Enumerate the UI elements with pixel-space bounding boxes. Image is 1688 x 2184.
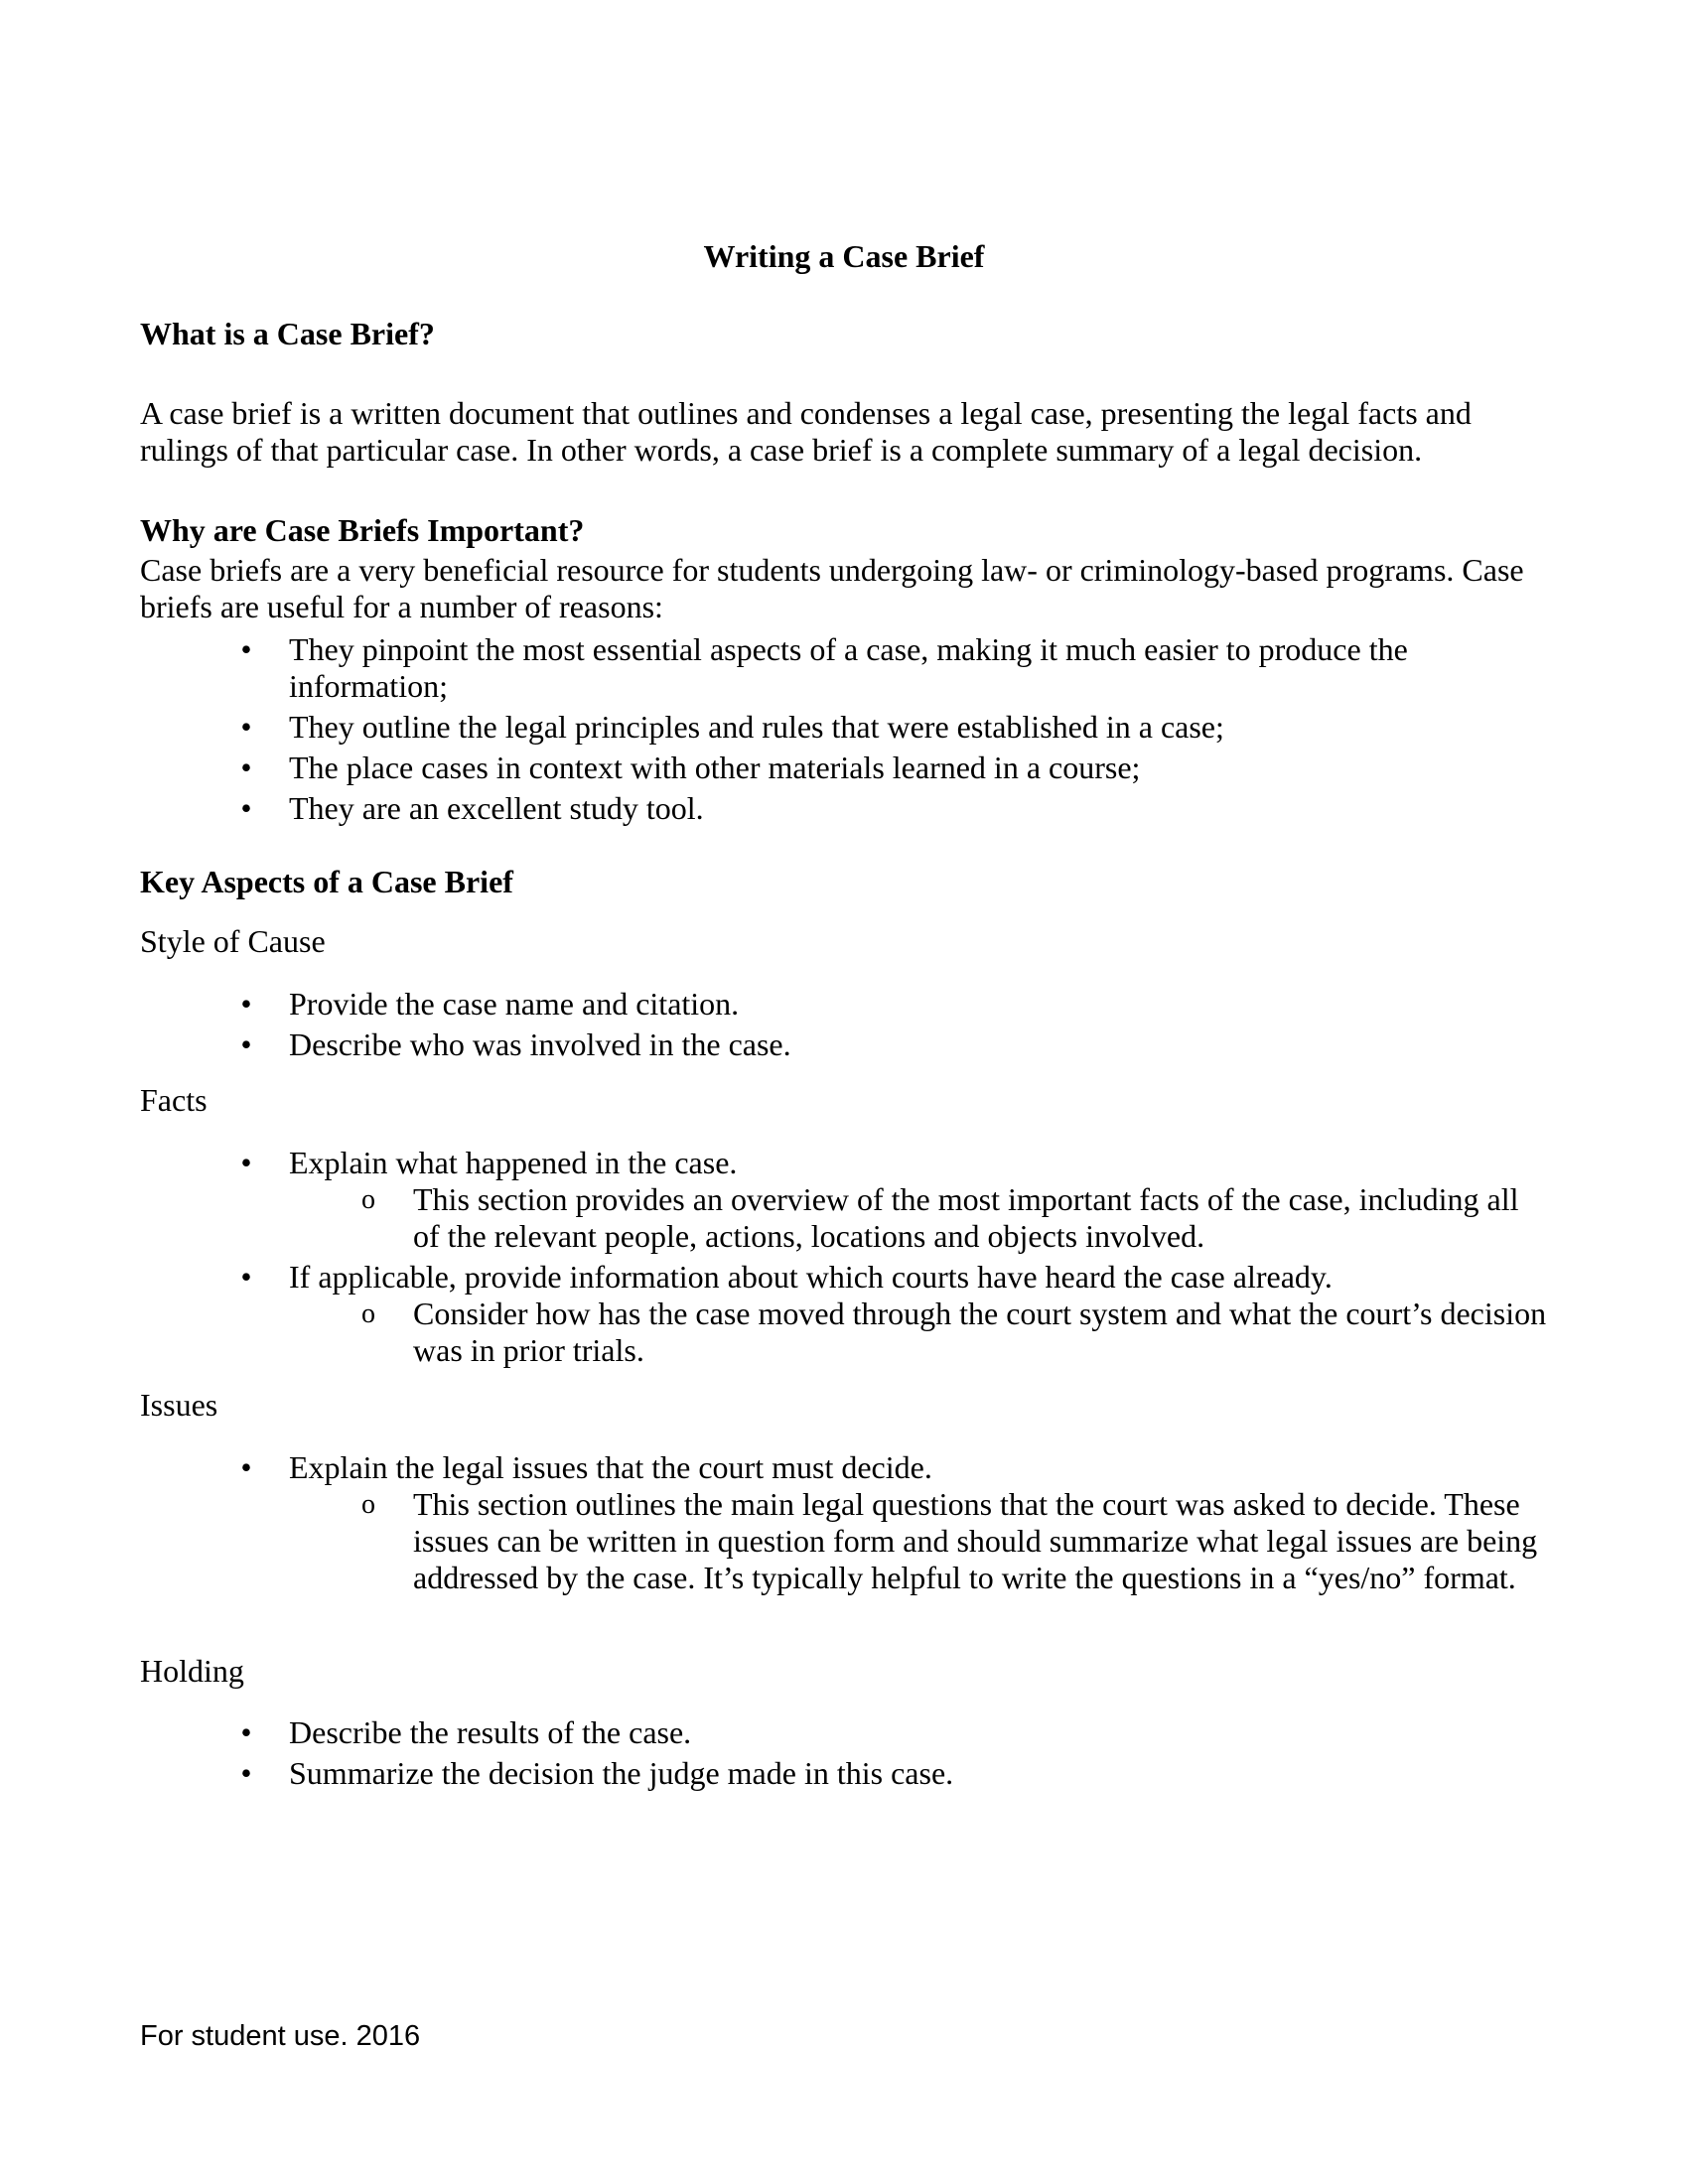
sub-bullet-icon: o [361,1184,375,1215]
sub-list-item [361,1486,1550,1596]
bullet-icon: • [240,790,252,826]
facts-sub-list [289,1181,1550,1255]
list-item-text: Summarize the decision the judge made in this case. [289,1755,954,1791]
label-holding: Holding [140,1653,244,1689]
list-item [140,709,1550,746]
bullet-icon: • [240,986,252,1022]
list-item [140,750,1550,786]
why-important-list [140,631,1550,831]
list-item-text: Explain the legal issues that the court must decide. [289,1449,932,1485]
paragraph-what-is-case-brief: A case brief is a written document that outlines and condenses a legal case, presenting the legal facts and rulings of that particular case. In other words, a case brief is a complete summary of a legal decision. [140,395,1472,468]
bullet-icon: • [240,1714,252,1750]
list-item [140,1755,1550,1792]
list-item-text: Explain what happened in the case. [289,1145,738,1180]
list-item [140,986,1550,1023]
list-item-text: Provide the case name and citation. [289,986,740,1022]
label-facts: Facts [140,1082,208,1118]
list-item [140,1449,1550,1596]
list-item-text: They pinpoint the most essential aspects of a case, making it much easier to produce the information; [289,631,1408,704]
list-item [140,790,1550,827]
list-item-text: Describe the results of the case. [289,1714,692,1750]
issues-list [140,1449,1550,1600]
document-title: Writing a Case Brief [703,238,985,274]
label-issues: Issues [140,1387,218,1423]
page-footer: For student use. 2016 [140,2020,421,2052]
sub-list-item-text: This section outlines the main legal questions that the court was asked to decide. These issues can be written in question form and should summarize what legal issues are being addressed by the case. It’s typically helpful to write the questions in a “yes/no” format. [413,1486,1538,1595]
list-item [140,1714,1550,1751]
facts-sub-list [289,1296,1550,1369]
heading-why-important: Why are Case Briefs Important? [140,512,585,548]
list-item-text: They outline the legal principles and rules that were established in a case; [289,709,1224,745]
bullet-icon: • [240,709,252,745]
sub-list-item-text: This section provides an overview of the most important facts of the case, including all of the relevant people, actions, locations and objects involved. [413,1181,1519,1254]
bullet-icon: • [240,1449,252,1485]
list-item [140,1026,1550,1063]
list-item-text: The place cases in context with other materials learned in a course; [289,750,1141,785]
sub-list-item-text: Consider how has the case moved through the court system and what the court’s decision was in prior trials. [413,1296,1547,1368]
bullet-icon: • [240,1145,252,1180]
heading-what-is-case-brief: What is a Case Brief? [140,316,435,351]
heading-key-aspects: Key Aspects of a Case Brief [140,864,513,899]
list-item-text: If applicable, provide information about which courts have heard the case already. [289,1259,1333,1295]
bullet-icon: • [240,750,252,785]
list-item-text: Describe who was involved in the case. [289,1026,791,1062]
sub-bullet-icon: o [361,1489,375,1520]
bullet-icon: • [240,1259,252,1295]
list-item-text: They are an excellent study tool. [289,790,704,826]
facts-list [140,1145,1550,1373]
bullet-icon: • [240,1755,252,1791]
paragraph-why-important: Case briefs are a very beneficial resource for students undergoing law- or criminology-based programs. Case briefs are useful for a number of reasons: [140,552,1524,624]
list-item [140,1259,1550,1369]
bullet-icon: • [240,631,252,667]
sub-list-item [361,1181,1550,1255]
bullet-icon: • [240,1026,252,1062]
label-style-of-cause: Style of Cause [140,923,326,959]
list-item [140,1145,1550,1255]
sub-bullet-icon: o [361,1298,375,1329]
style-of-cause-list [140,986,1550,1067]
issues-sub-list [289,1486,1550,1596]
holding-list [140,1714,1550,1796]
list-item [140,631,1550,705]
sub-list-item [361,1296,1550,1369]
